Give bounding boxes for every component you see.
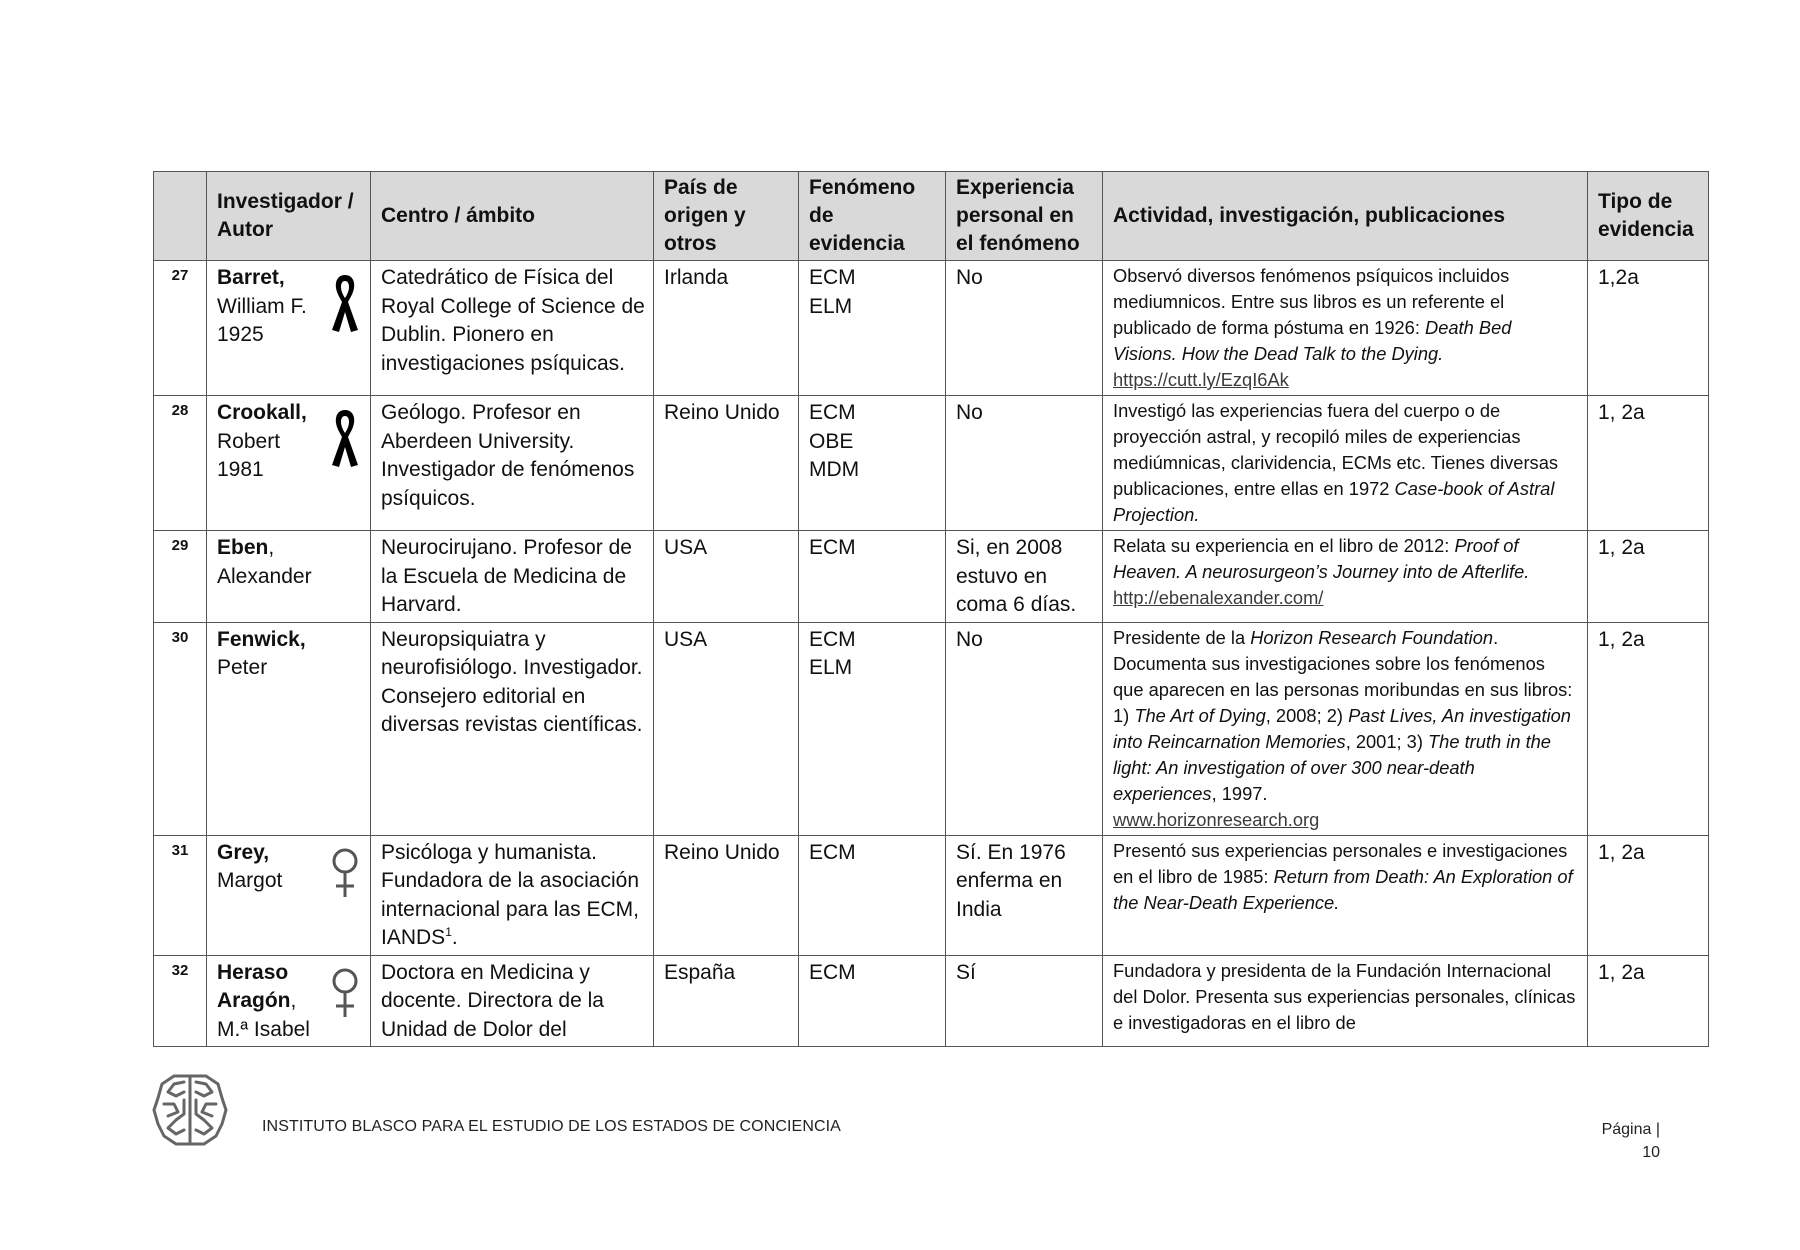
actividad-text: Relata su experiencia en el libro de 2012: — [1113, 535, 1455, 556]
footer-institute: INSTITUTO BLASCO PARA EL ESTUDIO DE LOS ESTADOS DE CONCIENCIA — [262, 1118, 841, 1135]
name-lines — [217, 626, 306, 683]
page-number: 10 — [1642, 1144, 1660, 1161]
experiencia-cell: Si, en 2008 estuvo en coma 6 días. — [946, 531, 1103, 623]
given-name: 1925 — [217, 323, 264, 346]
given-name: 1981 — [217, 458, 264, 481]
row-number: 27 — [154, 261, 207, 396]
actividad-cell — [1103, 261, 1588, 396]
name-lines — [217, 264, 307, 350]
name-wrap — [217, 264, 362, 350]
given-name: Peter — [217, 656, 268, 679]
tipo-cell: 1, 2a — [1588, 622, 1709, 835]
header-pais: País de origen y otros — [654, 172, 799, 261]
name-lines — [217, 534, 312, 591]
book-title: Proof of Heaven. A neurosurgeon’s Journey into de Afterlife. — [1113, 535, 1530, 582]
female-sign-icon — [328, 967, 362, 1019]
mourning-ribbon-icon — [328, 407, 362, 469]
table-row — [154, 261, 1709, 396]
header-investigador: Investigador / Autor — [207, 172, 371, 261]
name-wrap — [217, 959, 362, 1045]
fenomeno-cell — [799, 955, 946, 1047]
name-lines — [217, 959, 310, 1045]
fenomeno-cell — [799, 261, 946, 396]
header-fenomeno: Fenómeno de evidencia — [799, 172, 946, 261]
name-wrap — [217, 626, 362, 683]
mourning-ribbon-icon — [328, 272, 362, 334]
fenomeno-item: ECM — [809, 266, 856, 289]
actividad-part: Horizon Research Foundation — [1250, 626, 1494, 648]
fenomeno-cell — [799, 396, 946, 531]
given-name: Robert — [217, 429, 281, 453]
experiencia-cell: No — [946, 396, 1103, 531]
table-row — [154, 835, 1709, 955]
surname: Heraso — [217, 960, 289, 984]
surname-line — [217, 399, 307, 428]
table-body — [154, 261, 1709, 1047]
header-num — [154, 172, 207, 261]
header-actividad: Actividad, investigación, publicaciones — [1103, 172, 1588, 261]
row-number: 29 — [154, 531, 207, 623]
centro-end: . — [451, 926, 458, 949]
pais-cell: Reino Unido — [654, 396, 799, 531]
book-title: Case-book of Astral Projection. — [1113, 478, 1555, 525]
brain-maze-icon — [150, 1070, 230, 1150]
surname-line — [217, 987, 310, 1016]
surname: Crookall, — [217, 401, 307, 424]
fenomeno-cell — [799, 835, 946, 955]
researchers-table — [153, 171, 1709, 1047]
row-number: 30 — [154, 622, 207, 835]
header-centro: Centro / ámbito — [371, 172, 654, 261]
page-number-block — [1602, 1118, 1660, 1164]
fenomeno-item: ECM — [809, 536, 856, 559]
surname-line — [217, 264, 307, 293]
surname: Fenwick, — [217, 627, 306, 651]
actividad-cell — [1103, 396, 1588, 531]
given-name: M.ª Isabel — [217, 1017, 310, 1041]
tipo-cell: 1, 2a — [1588, 531, 1709, 623]
fenomeno-item: ELM — [809, 656, 853, 679]
name-wrap — [217, 534, 362, 591]
centro-cell — [371, 261, 654, 396]
pais-cell: Reino Unido — [654, 835, 799, 955]
centro-cell — [371, 835, 654, 955]
page-label: Página | — [1601, 1121, 1660, 1138]
centro-cell — [371, 396, 654, 531]
actividad-part: , 1997. — [1211, 782, 1268, 804]
actividad-part: , 2008; 2) — [1265, 704, 1349, 726]
fenomeno-item: ECM — [809, 840, 856, 864]
surname: Eben — [217, 536, 269, 559]
row-number: 31 — [154, 835, 207, 955]
actividad-cell — [1103, 955, 1588, 1047]
fenomeno-cell — [799, 622, 946, 835]
actividad-cell — [1103, 531, 1588, 623]
tipo-cell: 1,2a — [1588, 261, 1709, 396]
actividad-part: The truth in the light: An investigation of over 300 near-death experiences — [1113, 730, 1551, 804]
table-row — [154, 531, 1709, 623]
actividad-part: , 2001; 3) — [1345, 730, 1429, 752]
tipo-cell: 1, 2a — [1588, 835, 1709, 955]
centro-text: Neuropsiquiatra y neurofisiólogo. Investigador. Consejero editorial en diversas revistas científicas. — [381, 627, 643, 736]
surname: Grey, — [217, 840, 270, 864]
fenomeno-item: ELM — [809, 294, 853, 318]
actividad-text: Observó diversos fenómenos psíquicos incluidos mediumnicos. Entre sus libros es un referente el publicado de forma póstuma en 1926: — [1113, 265, 1510, 338]
investigador-cell — [207, 622, 371, 835]
centro-cell — [371, 622, 654, 835]
fenomeno-item: ECM — [809, 627, 856, 651]
actividad-cell — [1103, 622, 1588, 835]
fenomeno-item: MDM — [809, 458, 860, 481]
centro-text: Doctora en Medicina y docente. Directora de la Unidad de Dolor del — [381, 960, 604, 1041]
row-number: 28 — [154, 396, 207, 531]
given-name: Alexander — [217, 564, 312, 588]
surname-suffix: , — [268, 536, 275, 559]
actividad-cell — [1103, 835, 1588, 955]
actividad-part: Past Lives, An investigation into Reincarnation Memories — [1113, 704, 1571, 752]
experiencia-cell: Sí — [946, 955, 1103, 1047]
given-name: William F. — [217, 294, 307, 318]
book-title: Death Bed Visions. How the Dead Talk to the Dying. — [1113, 317, 1512, 364]
reference-link[interactable]: https://cutt.ly/EzqI6Ak — [1113, 369, 1289, 390]
name-wrap — [217, 399, 362, 485]
actividad-text: Fundadora y presidenta de la Fundación Internacional del Dolor. Presenta sus experiencias personales, clínicas e investigadoras en el libro de — [1113, 959, 1576, 1033]
investigador-cell — [207, 531, 371, 623]
centro-cell — [371, 531, 654, 623]
pais-cell: USA — [654, 622, 799, 835]
actividad-part: . Documenta sus investigaciones sobre los fenómenos que aparecen en las personas moribundas en sus libros: 1) — [1113, 626, 1573, 726]
table-row — [154, 955, 1709, 1047]
tipo-cell: 1, 2a — [1588, 396, 1709, 531]
surname-line — [217, 626, 306, 655]
header-tipo: Tipo de evidencia — [1588, 172, 1709, 261]
experiencia-cell: No — [946, 622, 1103, 835]
investigador-cell — [207, 955, 371, 1047]
centro-text: Geólogo. Profesor en Aberdeen University. Investigador de fenómenos psíquicos. — [381, 401, 635, 510]
table-row — [154, 622, 1709, 835]
investigador-cell — [207, 261, 371, 396]
surname: Barret, — [217, 266, 285, 289]
surname: Aragón — [217, 989, 291, 1012]
book-title: Return from Death: An Exploration of the Near-Death Experience. — [1113, 865, 1573, 913]
surname-suffix: , — [290, 989, 297, 1012]
surname-line — [217, 839, 282, 868]
given-name: Margot — [217, 869, 283, 892]
investigador-cell — [207, 835, 371, 955]
actividad-part: The Art of Dying — [1134, 704, 1266, 726]
fenomeno-item: ECM — [809, 960, 856, 984]
actividad-part: Presidente de la — [1113, 626, 1251, 648]
centro-text: Catedrático de Física del Royal College of Science de Dublin. Pionero en investigaciones psíquicas. — [381, 266, 645, 375]
pais-cell: Irlanda — [654, 261, 799, 396]
fenomeno-item: ECM — [809, 401, 856, 424]
fenomeno-item: OBE — [809, 429, 854, 453]
reference-link[interactable]: www.horizonresearch.org — [1113, 808, 1320, 830]
investigador-cell — [207, 396, 371, 531]
surname-line — [217, 959, 310, 988]
centro-text: Neurocirujano. Profesor de la Escuela de Medicina de Harvard. — [381, 536, 632, 616]
experiencia-cell: Sí. En 1976 enferma en India — [946, 835, 1103, 955]
tipo-cell: 1, 2a — [1588, 955, 1709, 1047]
footnote-ref[interactable]: 1 — [445, 925, 452, 939]
fenomeno-cell — [799, 531, 946, 623]
pais-cell: España — [654, 955, 799, 1047]
experiencia-cell: No — [946, 261, 1103, 396]
surname-line — [217, 534, 312, 563]
name-lines — [217, 839, 282, 896]
table-header-row — [154, 172, 1709, 261]
centro-text: Psicóloga y humanista. Fundadora de la asociación internacional para las ECM, IANDS — [381, 840, 640, 949]
header-experiencia: Experiencia personal en el fenómeno — [946, 172, 1103, 261]
pais-cell: USA — [654, 531, 799, 623]
reference-link[interactable]: http://ebenalexander.com/ — [1113, 587, 1324, 608]
row-number: 32 — [154, 955, 207, 1047]
name-lines — [217, 399, 307, 485]
actividad-text: Presentó sus experiencias personales e investigaciones en el libro de 1985: — [1113, 839, 1568, 887]
female-sign-icon — [328, 847, 362, 899]
centro-cell — [371, 955, 654, 1047]
actividad-text: Investigó las experiencias fuera del cuerpo o de proyección astral, y recopiló miles de experiencias mediúmnicas, clarividencia, ECMs etc. Tienes diversas publicaciones, entre ellas en 1972 — [1113, 400, 1559, 499]
table-row — [154, 396, 1709, 531]
name-wrap — [217, 839, 362, 899]
